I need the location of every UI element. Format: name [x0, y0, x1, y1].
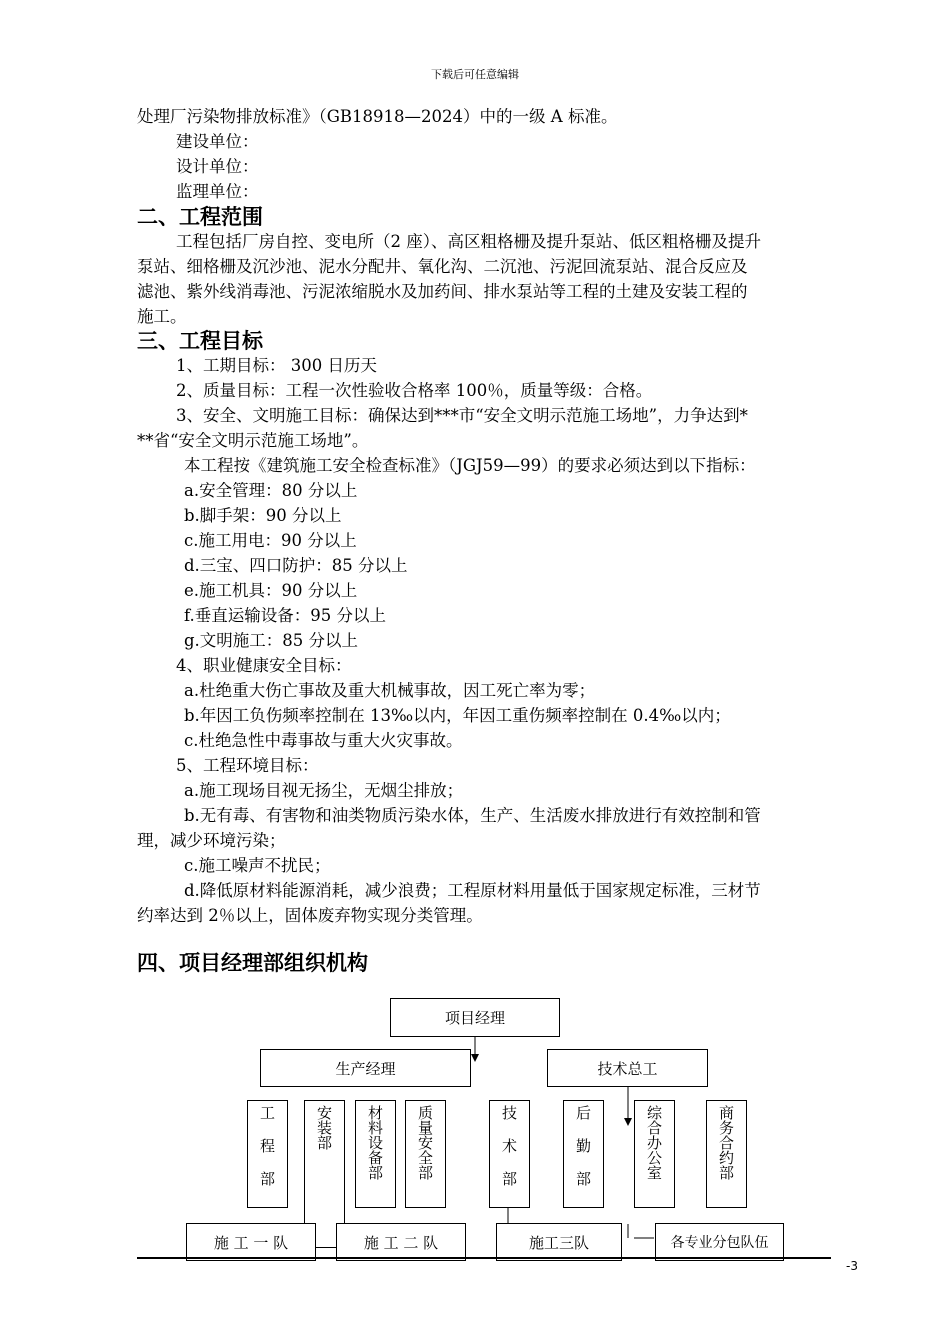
section-2-title: 二、工程范围: [137, 205, 263, 229]
org-dept-technical: [489, 1100, 530, 1208]
org-dept-quality-safety: [405, 1100, 446, 1208]
org-team-1: [186, 1223, 316, 1261]
org-label: 施工三队: [528, 1233, 589, 1252]
org-label: 生产经理: [335, 1059, 396, 1078]
text-line: 滤池、紫外线消毒池、污泥浓缩脱水及加药间、排水泵站等工程的土建及安装工程的: [137, 282, 748, 301]
score-item: d.三宝、四口防护：85 分以上: [184, 556, 408, 575]
org-dept-business: [706, 1100, 747, 1208]
org-label: 施 工 二 队: [363, 1233, 439, 1252]
org-label: 施 工 一 队: [213, 1233, 289, 1252]
section-4-title: 四、项目经理部组织机构: [137, 951, 368, 975]
goal-item: 5、工程环境目标：: [176, 756, 319, 775]
design-unit-label: 设计单位：: [176, 157, 259, 176]
env-item: b.无有毒、有害物和油类物质污染水体，生产、生活废水排放进行有效控制和管: [184, 806, 761, 825]
org-label: 各专业分包队伍: [670, 1235, 769, 1251]
org-subcontract-teams: [655, 1223, 784, 1261]
text-line: 泵站、细格栅及沉沙池、泥水分配井、氧化沟、二沉池、污泥回流泵站、混合反应及: [137, 257, 748, 276]
header-note: 下载后可任意编辑: [431, 68, 519, 81]
org-project-manager: [390, 998, 560, 1037]
page-number: -3: [846, 1259, 858, 1273]
construction-unit-label: 建设单位：: [176, 132, 259, 151]
env-item: c.施工噪声不扰民；: [184, 856, 331, 875]
health-item: a.杜绝重大伤亡事故及重大机械事故，因工死亡率为零；: [184, 681, 596, 700]
org-label: 后勤部: [574, 1105, 592, 1204]
org-dept-engineering: [247, 1100, 288, 1208]
env-item: d.降低原材料能源消耗，减少浪费；工程原材料用量低于国家规定标准，三材节: [184, 881, 761, 900]
org-production-manager: [260, 1049, 471, 1087]
org-label: 商务合约部: [717, 1105, 735, 1180]
supervision-unit-label: 监理单位：: [176, 182, 259, 201]
goal-item: 2、质量目标：工程一次性验收合格率 100％，质量等级：合格。: [176, 381, 653, 400]
org-label: 技术总工: [597, 1059, 658, 1078]
goal-item: 4、职业健康安全目标：: [176, 656, 352, 675]
text-line: 工程包括厂房自控、变电所（2 座）、高区粗格栅及提升泵站、低区粗格栅及提升: [176, 232, 761, 251]
env-item: a.施工现场目视无扬尘，无烟尘排放；: [184, 781, 464, 800]
org-label: 材料设备部: [366, 1105, 384, 1180]
goal-item: 1、工期目标： 300 日历天: [176, 356, 377, 375]
org-technical-chief: [547, 1049, 708, 1087]
score-item: g.文明施工：85 分以上: [184, 631, 359, 650]
org-label: 安装部: [315, 1105, 333, 1150]
text-line: 施工。: [137, 307, 187, 326]
score-item: b.脚手架：90 分以上: [184, 506, 342, 525]
env-item: 约率达到 2％以上，固体废弃物实现分类管理。: [137, 906, 483, 925]
env-item: 理，减少环境污染；: [137, 831, 286, 850]
score-item: e.施工机具：90 分以上: [184, 581, 358, 600]
org-dept-logistics: [563, 1100, 604, 1208]
score-item: c.施工用电：90 分以上: [184, 531, 357, 550]
org-label: 综合办公室: [645, 1105, 663, 1180]
footer-rule: [137, 1257, 831, 1259]
text-line: 处理厂污染物排放标准》（GB18918—2024）中的一级 A 标准。: [137, 107, 618, 126]
health-item: c.杜绝急性中毒事故与重大火灾事故。: [184, 731, 463, 750]
org-label: 技术部: [500, 1105, 518, 1204]
org-dept-materials: [355, 1100, 396, 1208]
org-team-3: [496, 1223, 622, 1261]
org-label: 质量安全部: [416, 1105, 434, 1180]
standard-line: 本工程按《建筑施工安全检查标准》（JGJ59—99）的要求必须达到以下指标：: [184, 456, 756, 475]
org-dept-general-office: [634, 1100, 675, 1208]
goal-item: 3、安全、文明施工目标：确保达到***市“安全文明示范施工场地”，力争达到*: [176, 406, 748, 425]
section-3-title: 三、工程目标: [137, 329, 263, 353]
score-item: f.垂直运输设备：95 分以上: [184, 606, 387, 625]
goal-item: **省“安全文明示范施工场地”。: [137, 431, 369, 450]
org-team-2: [336, 1223, 466, 1261]
org-label: 工程部: [258, 1105, 276, 1204]
org-label: 项目经理: [444, 1009, 505, 1027]
health-item: b.年因工负伤频率控制在 13‰以内，年因工重伤频率控制在 0.4‰以内；: [184, 706, 731, 725]
score-item: a.安全管理：80 分以上: [184, 481, 358, 500]
